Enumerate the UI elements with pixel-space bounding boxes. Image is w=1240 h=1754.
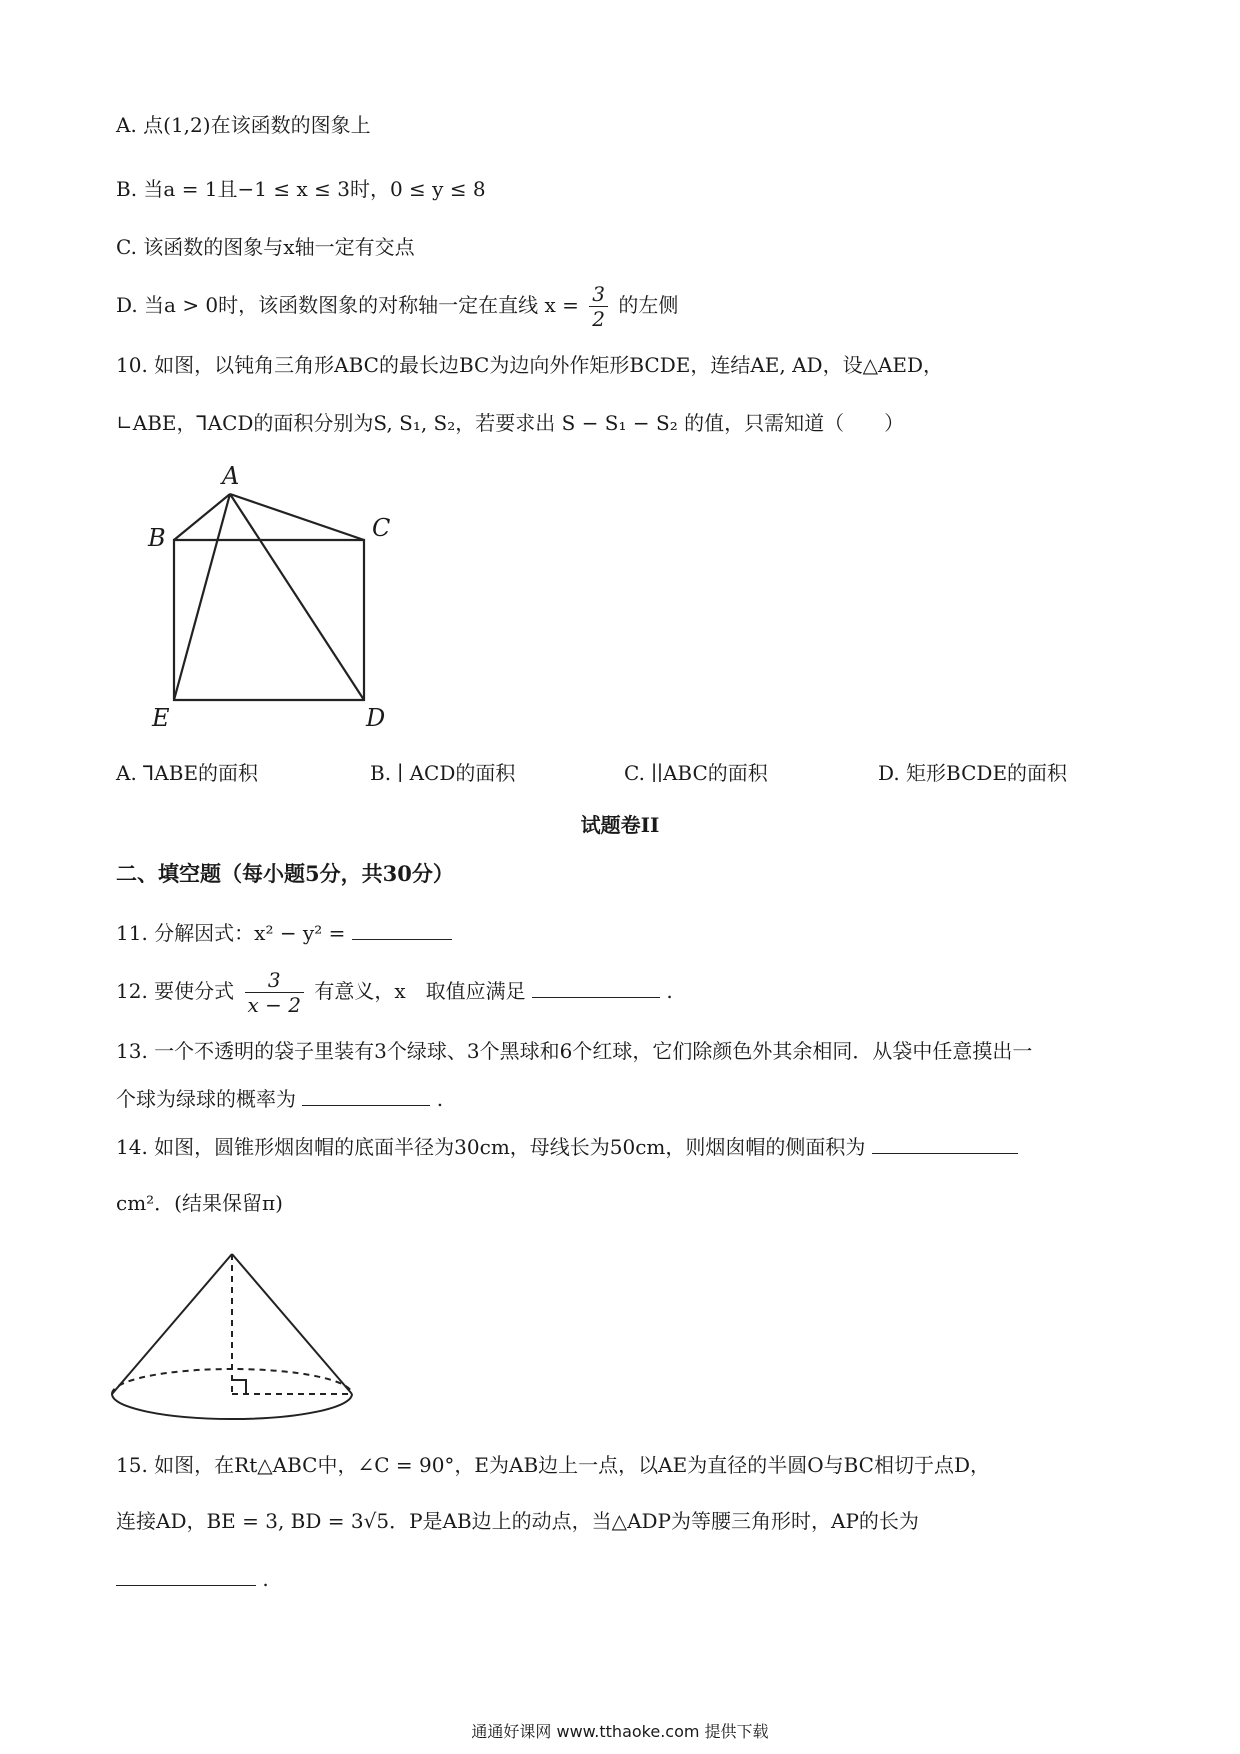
section-heading: 二、填空题（每小题5分，共30分） bbox=[116, 861, 454, 886]
q13-line1: 13. 一个不透明的袋子里装有3个绿球、3个黑球和6个红球，它们除颜色外其余相同．从袋中任意摸出一 bbox=[116, 1039, 1033, 1063]
q10-option-c: C. ∣∣ABC的面积 bbox=[624, 761, 768, 785]
q15-answer-blank bbox=[116, 1584, 256, 1586]
q12-end: . bbox=[666, 979, 673, 1003]
cone-base-front-arc bbox=[112, 1394, 352, 1419]
q12-fraction bbox=[245, 968, 304, 1017]
q10-option-a: A. ⅂ABE的面积 bbox=[116, 761, 259, 785]
q15-line3 bbox=[116, 1566, 269, 1592]
q14-cone-figure bbox=[106, 1244, 366, 1444]
q12-text-after: 有意义，x 取值应满足 bbox=[314, 979, 526, 1003]
q13-answer-blank bbox=[302, 1104, 430, 1106]
q14-answer-blank bbox=[872, 1152, 1018, 1154]
label-c: C bbox=[372, 514, 391, 542]
section-title: 试题卷II bbox=[580, 813, 660, 837]
segment-ac bbox=[230, 494, 364, 540]
rectangle-bcde bbox=[174, 540, 364, 700]
q11-answer-blank bbox=[352, 938, 452, 940]
label-d: D bbox=[366, 704, 386, 730]
q9-option-d-text: D. 当a > 0时，该函数图象的对称轴一定在直线 x = bbox=[116, 293, 579, 317]
q10-option-d: D. 矩形BCDE的面积 bbox=[878, 761, 1068, 785]
q9-option-d-suffix: 的左侧 bbox=[618, 293, 679, 317]
q14-text: 14. 如图，圆锥形烟囱帽的底面半径为30cm，母线长为50cm，则烟囱帽的侧面积为 bbox=[116, 1135, 866, 1159]
q9-option-b: B. 当a = 1且−1 ≤ x ≤ 3时，0 ≤ y ≤ 8 bbox=[116, 177, 486, 201]
q12-answer-blank bbox=[532, 996, 660, 998]
q10-figure bbox=[140, 460, 410, 730]
q9-option-d bbox=[116, 282, 678, 331]
q12-fraction-denominator: x − 2 bbox=[247, 993, 302, 1017]
q10-option-b: B. ∣ ACD的面积 bbox=[370, 761, 516, 785]
q13-text: 个球为绿球的概率为 bbox=[116, 1087, 296, 1111]
segment-ae bbox=[174, 494, 230, 700]
q13-line2 bbox=[116, 1086, 443, 1112]
right-angle-mark bbox=[232, 1380, 246, 1394]
q11 bbox=[116, 920, 452, 946]
label-b: B bbox=[148, 524, 166, 552]
segment-ab bbox=[174, 494, 230, 540]
q11-text: 11. 分解因式：x² − y² = bbox=[116, 921, 346, 945]
q12-fraction-numerator: 3 bbox=[245, 968, 304, 993]
label-a: A bbox=[222, 462, 240, 490]
q14-line1 bbox=[116, 1134, 1018, 1160]
segment-ad bbox=[230, 494, 364, 700]
q10-stem-line1: 10. 如图，以钝角三角形ABC的最长边BC为边向外作矩形BCDE，连结AE, AD，设△AED， bbox=[116, 353, 944, 377]
cone-right-slant bbox=[232, 1254, 352, 1394]
q9-fraction-numerator: 3 bbox=[589, 282, 608, 307]
q9-option-a: A. 点(1,2)在该函数的图象上 bbox=[116, 113, 371, 137]
q12 bbox=[116, 968, 673, 1017]
label-e: E bbox=[152, 704, 170, 730]
q10-stem-line2: ∟ABE，⅂ACD的面积分别为S, S₁, S₂，若要求出 S − S₁ − S₂ 的值，只需知道（ ） bbox=[116, 411, 905, 435]
q13-end: . bbox=[436, 1087, 444, 1111]
q15-end: . bbox=[262, 1567, 269, 1591]
q9-fraction-denominator: 2 bbox=[592, 307, 606, 331]
q14-line2: cm²．(结果保留π) bbox=[116, 1191, 283, 1215]
q9-fraction bbox=[589, 282, 608, 331]
q15-line2: 连接AD，BE = 3, BD = 3√5．P是AB边上的动点，当△ADP为等腰三角形时，AP的长为 bbox=[116, 1509, 919, 1533]
q15-line1: 15. 如图，在Rt△ABC中，∠C = 90°，E为AB边上一点，以AE为直径的半圆O与BC相切于点D， bbox=[116, 1453, 991, 1477]
q12-text: 12. 要使分式 bbox=[116, 979, 235, 1003]
q9-option-c: C. 该函数的图象与x轴一定有交点 bbox=[116, 235, 415, 259]
footer-text: 通通好课网 www.tthaoke.com 提供下载 bbox=[471, 1722, 769, 1741]
